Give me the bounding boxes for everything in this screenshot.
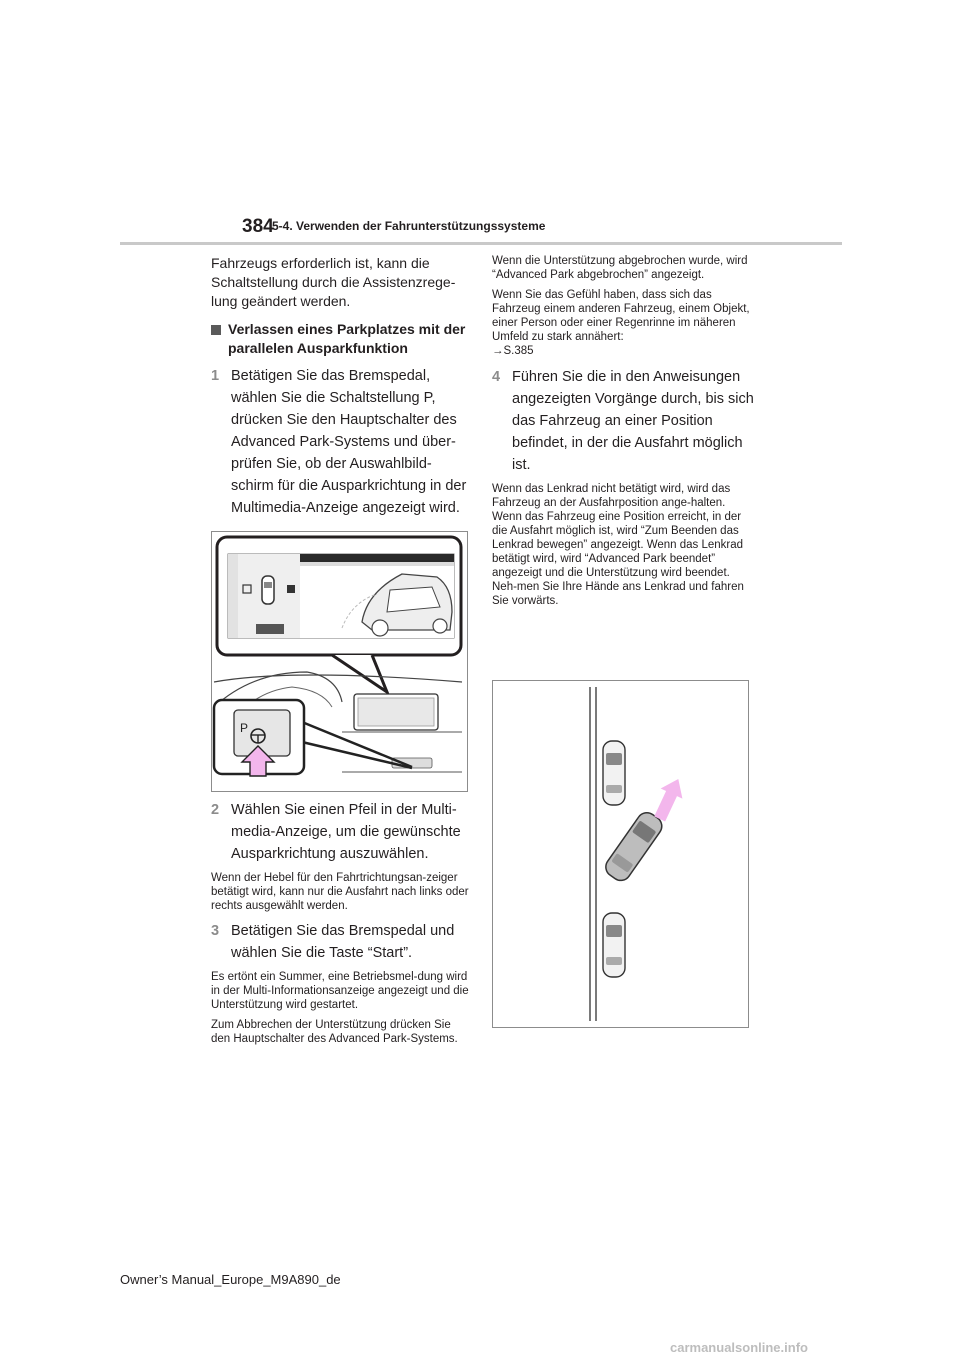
page-reference-link[interactable]: →S.385	[492, 345, 534, 357]
subheading	[211, 320, 473, 358]
step-text: Betätigen Sie das Bremspedal, wählen Sie die Schaltstellung P, drücken Sie den Hauptschalter des Advanced Park-Systems und über-prüfen Sie, ob der Auswahlbild-schirm für die Ausparkrichtung in der Multimedia-Anzeige angezeigt wird.	[231, 368, 467, 516]
step-number: 2	[211, 802, 220, 818]
figure-multimedia-display	[211, 531, 468, 792]
approach-note-text: Wenn Sie das Gefühl haben, dass sich das Fahrzeug einem anderen Fahrzeug, einem Objekt, einer Person oder einer Regenrinne im näheren Umfeld zu stark annähert:	[492, 289, 750, 343]
parking-diagram	[493, 681, 748, 1027]
watermark: carmanualsonline.info	[670, 1340, 808, 1355]
step-text: Betätigen Sie das Bremspedal und wählen Sie die Taste “Start”.	[231, 923, 455, 961]
figure-button-label: P	[240, 721, 249, 735]
step-text: Führen Sie die in den Anweisungen angezeigten Vorgänge durch, bis sich das Fahrzeug an einer Position befindet, in der die Ausfahrt möglich ist.	[512, 369, 754, 473]
approach-note	[492, 288, 754, 358]
exit-direction-arrow-icon	[649, 774, 689, 824]
step-number: 4	[492, 369, 501, 385]
step-4-note: Wenn das Lenkrad nicht betätigt wird, wird das Fahrzeug an der Ausfahrposition ange-halten. Wenn das Fahrzeug eine Position erreicht, in der die Ausfahrt möglich ist, wird “Zum Beenden das Lenkrad bewegen” angezeigt. Wenn das Lenkrad betätigt wird, wird “Advanced Park beendet” angezeigt und die Unterstützung wird beendet. Neh-men Sie Ihre Hände ans Lenkrad und fahren Sie vorwärts.	[492, 483, 744, 607]
step-text: Wählen Sie einen Pfeil in der Multi-media-Anzeige, um die gewünschte Ausparkrichtung auszuwählen.	[231, 802, 461, 862]
intro-paragraph: Fahrzeugs erforderlich ist, kann die Schaltstellung durch die Assistenzrege-lung geändert werden.	[211, 255, 456, 309]
step-number: 1	[211, 368, 220, 384]
parked-car-front-icon	[603, 741, 625, 805]
section-title: 5-4. Verwenden der Fahrunterstützungssysteme	[272, 219, 546, 233]
step-2	[211, 799, 473, 865]
step-4	[492, 366, 754, 476]
footer-text: Owner’s Manual_Europe_M9A890_de	[120, 1272, 341, 1287]
square-bullet-icon	[211, 325, 221, 335]
left-column	[211, 254, 473, 1046]
step-3	[211, 920, 473, 964]
parked-car-rear-icon	[603, 913, 625, 977]
page-number: 384	[242, 216, 274, 237]
step-1	[211, 365, 473, 519]
step-number: 3	[211, 923, 220, 939]
dashboard-illustration	[212, 532, 467, 791]
step-2-note: Wenn der Hebel für den Fahrtrichtungsan-zeiger betätigt wird, kann nur die Ausfahrt nach links oder rechts ausgewählt werden.	[211, 872, 469, 912]
right-column	[492, 254, 754, 608]
subheading-text: Verlassen eines Parkplatzes mit der parallelen Ausparkfunktion	[228, 321, 466, 356]
cancel-note: Wenn die Unterstützung abgebrochen wurde, wird “Advanced Park abgebrochen” angezeigt.	[492, 255, 748, 281]
moving-car-icon	[602, 809, 666, 885]
step-3-note-2: Zum Abbrechen der Unterstützung drücken Sie den Hauptschalter des Advanced Park-Systems.	[211, 1019, 458, 1045]
step-3-note-1: Es ertönt ein Summer, eine Betriebsmel-dung wird in der Multi-Informationsanzeige angezeigt und die Unterstützung wird gestartet.	[211, 971, 469, 1011]
figure-parallel-exit-diagram	[492, 680, 749, 1028]
header-divider	[120, 242, 842, 245]
